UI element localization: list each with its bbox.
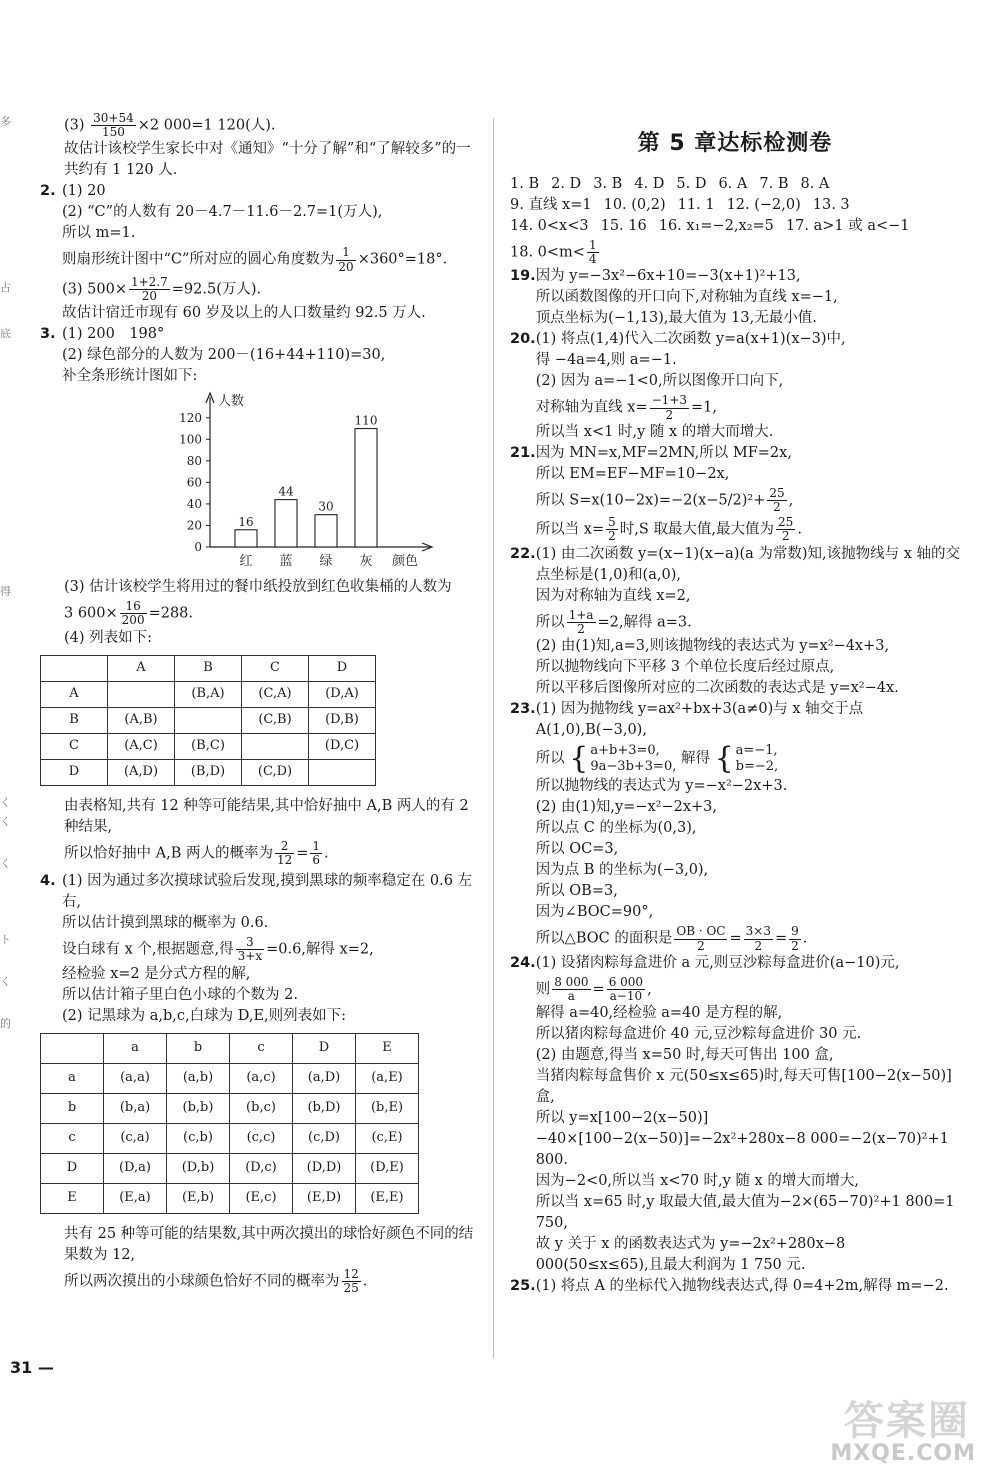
- table-cell: (c,E): [356, 1123, 419, 1153]
- margin-char: 的: [0, 1017, 11, 1030]
- table-cell: (E,b): [167, 1183, 230, 1213]
- text-line: (3) 估计该校学生将用过的餐巾纸投放到红色收集桶的人数为: [64, 579, 452, 596]
- mc-answers: 1. B 2. D 3. B 4. D 5. D 6. A 7. B 8. A: [510, 175, 830, 192]
- text-line: 顶点坐标为(−1,13),最大值为 13,无最小值.: [535, 310, 817, 327]
- question-number: 2.: [40, 183, 56, 200]
- table-row: [41, 1153, 419, 1183]
- y-axis-label: 人数: [218, 394, 245, 410]
- text-line: 因为对称轴为直线 x=2,: [535, 587, 691, 604]
- text-line: 经检验 x=2 是分式方程的解,: [62, 965, 251, 982]
- text-line: 因为−2<0,所以当 x<70 时,y 随 x 的增大而增大,: [535, 1173, 859, 1190]
- text-line: 所以 m=1.: [62, 225, 136, 242]
- table-cell: (a,a): [104, 1063, 167, 1093]
- answer-18: 18. 0<m< $\frac{1}{4}$: [510, 237, 597, 267]
- text-line: 所以抛物线向下平移 3 个单位长度后经过原点,: [535, 659, 835, 676]
- question-22: [510, 544, 960, 699]
- table-cell: (C,B): [242, 707, 309, 733]
- question-19: [510, 266, 960, 329]
- table-row: [41, 681, 376, 707]
- bar-绿: [315, 515, 337, 547]
- text-line: 所以抛物线的表达式为 y=−x²−2x+3.: [535, 778, 788, 795]
- fraction: $\frac{30+54}{150}$: [93, 111, 134, 140]
- text-line: 所以估计箱子里白色小球的个数为 2.: [62, 986, 298, 1003]
- table-cell: [242, 733, 309, 759]
- question-25: [510, 1276, 960, 1297]
- table-cell: (b,D): [293, 1093, 356, 1123]
- table-cell: (c,c): [230, 1123, 293, 1153]
- table-cell: (D,b): [167, 1153, 230, 1183]
- margin-char: く: [0, 975, 11, 988]
- text-line: (3) 500× $\frac{1+2.7}{20}$ =92.5(万人).: [62, 274, 262, 304]
- table-cell: (B,D): [175, 759, 242, 785]
- table-row: [41, 1063, 419, 1093]
- table-cell: (a,E): [356, 1063, 419, 1093]
- fill-answers-9-13: 9. 直线 x=1 10. (0,2) 11. 1 12. (−2,0) 13. 3: [510, 196, 850, 213]
- text-line: 所以 y=x[100−2(x−50)]−40×[100−2(x−50)]=−2x²+280x−8 000=−2(x−70)²+1 800.: [535, 1110, 949, 1169]
- text-line: (1) 将点(1,4)代入二次函数 y=a(x+1)(x−3)中,: [535, 331, 846, 348]
- table-cell: (E,E): [356, 1183, 419, 1213]
- table-cell: A: [108, 655, 175, 681]
- y-tick-label: 100: [179, 432, 202, 447]
- table-cell: c: [230, 1033, 293, 1063]
- probability-table-abcd: [40, 655, 376, 786]
- text-line: 所以当 x= $\frac{5}{2}$ 时,S 取最大值,最大值为 $\frac{25}{2}$ .: [535, 515, 802, 544]
- table-cell: D: [41, 1153, 104, 1183]
- text-line: (1) 将点 A 的坐标代入抛物线表达式,得 0=4+2m,解得 m=−2.: [535, 1278, 949, 1295]
- question-number: 3.: [40, 326, 56, 343]
- table-cell: (D,c): [230, 1153, 293, 1183]
- text-line: (1) 20: [62, 183, 106, 200]
- text-line: 所以函数图像的开口向下,对称轴为直线 x=−1,: [535, 289, 838, 306]
- watermark-url: MXQE.COM: [830, 1441, 976, 1466]
- table-cell: C: [242, 655, 309, 681]
- text-line: (2) 绿色部分的人数为 200－(16+44+110)=30,: [62, 347, 386, 364]
- table-row: [41, 733, 376, 759]
- fraction: $\frac{1}{4}$: [588, 237, 597, 267]
- text-line: 所以平移后图像所对应的二次函数的表达式是 y=x²−4x.: [535, 680, 899, 697]
- fraction: $\frac{1+2.7}{20}$: [130, 274, 168, 304]
- table-cell: (E,D): [293, 1183, 356, 1213]
- fraction: $\frac{8 000}{a}$: [554, 974, 589, 1003]
- question-number: 22.: [510, 545, 536, 562]
- text-line: 补全条形统计图如下:: [62, 368, 198, 385]
- table-cell: D: [41, 759, 108, 785]
- table-cell: (b,b): [167, 1093, 230, 1123]
- text-line: (1) 因为抛物线 y=ax²+bx+3(a≠0)与 x 轴交于点 A(1,0),B(−3,0),: [535, 701, 864, 739]
- text-line: 故估计该校学生家长中对《通知》“十分了解”和“了解较多”的一: [64, 141, 471, 158]
- bar-灰: [355, 429, 377, 547]
- table-cell: [41, 1033, 104, 1063]
- text-line: 对称轴为直线 x= $\frac{-1+3}{2}$ =1,: [535, 393, 717, 422]
- bar-value-label: 16: [238, 515, 254, 530]
- fraction: $\frac{-1+3}{2}$: [651, 393, 688, 422]
- fraction: $\frac{1}{6}$: [312, 838, 321, 867]
- bar-chart: [150, 387, 450, 577]
- bar-value-label: 44: [278, 484, 294, 499]
- y-tick-label: 40: [186, 497, 202, 512]
- table-cell: (C,D): [242, 759, 309, 785]
- question-20: [510, 329, 960, 442]
- margin-char: 多: [0, 115, 11, 128]
- text-line: (2) 由题意,得当 x=50 时,每天可售出 100 盒,: [535, 1047, 834, 1064]
- table-cell: (D,A): [309, 681, 376, 707]
- text-line: (4) 列表如下:: [64, 629, 153, 646]
- fraction: $\frac{2}{12}$: [276, 838, 293, 867]
- table-cell: (A,C): [108, 733, 175, 759]
- fraction: $\frac{16}{200}$: [121, 599, 145, 628]
- y-tick-label: 80: [186, 454, 202, 469]
- left-column: [40, 112, 480, 1295]
- text-line: 当猪肉粽每盒售价 x 元(50≤x≤65)时,每天可售[100−2(x−50)]盒,: [535, 1068, 952, 1106]
- table-cell: (b,c): [230, 1093, 293, 1123]
- table-cell: (c,a): [104, 1123, 167, 1153]
- probability-table-abcde: [40, 1033, 419, 1214]
- question-24: [510, 953, 960, 1277]
- margin-char: く: [0, 857, 11, 870]
- question-21: [510, 443, 960, 544]
- text-line: 故估计宿迁市现有 60 岁及以上的人口数量约 92.5 万人.: [62, 305, 426, 322]
- table-row: [41, 1183, 419, 1213]
- table-cell: c: [41, 1123, 104, 1153]
- table-cell: (C,A): [242, 681, 309, 707]
- margin-char: 得: [0, 585, 11, 598]
- text-line: (1) 设猪肉粽每盒进价 a 元,则豆沙粽每盒进价(a−10)元,: [535, 954, 900, 971]
- table-cell: (A,D): [108, 759, 175, 785]
- text-line: 所以恰好抽中 A,B 两人的概率为 $\frac{2}{12}$ = $\frac{1}{6}$ .: [64, 838, 329, 867]
- text-line: 解得 a=40,经检验 a=40 是方程的解,: [535, 1005, 783, 1022]
- margin-char: 占: [0, 281, 11, 294]
- y-tick-label: 0: [194, 540, 202, 555]
- text-line: (2) 由(1)知,a=3,则该抛物线的表达式为 y=x²−4x+3,: [535, 638, 890, 654]
- text-line: 所以 S=x(10−2x)=−2(x−5/2)²+ $\frac{25}{2}$ ,: [535, 485, 794, 515]
- text-line: (1) 由二次函数 y=(x−1)(x−a)(a 为常数)知,该抛物线与 x 轴的交点坐标是(1,0)和(a,0),: [535, 545, 961, 583]
- left-margin-bleed: [0, 110, 14, 1110]
- table-cell: [41, 655, 108, 681]
- text-line: 设白球有 x 个,根据题意,得 $\frac{3}{3+x}$ =0.6,解得 x=2,: [62, 935, 374, 964]
- x-tick-label: 红: [239, 554, 253, 570]
- table-cell: [108, 681, 175, 707]
- table-cell: (b,E): [356, 1093, 419, 1123]
- table-cell: (D,D): [293, 1153, 356, 1183]
- table-cell: (D,a): [104, 1153, 167, 1183]
- text-line: 所以当 x=65 时,y 取最大值,最大值为−2×(65−70)²+1 800=1 750,: [535, 1194, 955, 1232]
- table-cell: E: [41, 1183, 104, 1213]
- margin-char: 底: [0, 327, 11, 340]
- question-3: [40, 324, 480, 387]
- table-cell: [175, 707, 242, 733]
- table-cell: (B,A): [175, 681, 242, 707]
- x-tick-label: 灰: [359, 554, 373, 570]
- table-cell: (c,D): [293, 1123, 356, 1153]
- text-line: 所以△BOC 的面积是 $\frac{OB \cdot OC}{2}$ = $\frac{3\times 3}{2}$ = $\frac{9}{2}$ .: [535, 924, 808, 953]
- y-tick-label: 20: [186, 518, 202, 533]
- table-cell: A: [41, 681, 108, 707]
- table-cell: B: [41, 707, 108, 733]
- bar-chart-svg: [150, 387, 450, 577]
- text-line: (2) 由(1)知,y=−x²−2x+3,: [535, 799, 718, 816]
- question-number: 25.: [510, 1278, 536, 1295]
- question-number: 23.: [510, 701, 536, 718]
- table-cell: (B,C): [175, 733, 242, 759]
- table-cell: (E,c): [230, 1183, 293, 1213]
- text-line: 所以 $\frac{1+a}{2}$ =2,解得 a=3.: [535, 607, 692, 636]
- text-line: 因为 y=−3x²−6x+10=−3(x+1)²+13,: [535, 268, 801, 285]
- x-axis-label: 颜色: [392, 554, 419, 570]
- text-line: 所以两次摸出的小球颜色恰好不同的概率为 $\frac{12}{25}$ .: [64, 1266, 368, 1295]
- table-cell: (a,c): [230, 1063, 293, 1093]
- table-row: [41, 759, 376, 785]
- table-cell: b: [41, 1093, 104, 1123]
- watermark-logo: 答案圈: [844, 1398, 970, 1444]
- table-row: [41, 707, 376, 733]
- right-column: [510, 112, 960, 1297]
- fraction: $\frac{25}{2}$: [778, 515, 794, 544]
- text-line: 故 y 关于 x 的函数表达式为 y=−2x²+280x−8 000(50≤x≤65),且最大利润为 1 750 元.: [535, 1236, 846, 1274]
- text-line: 所以 OC=3,: [535, 841, 619, 858]
- fill-answers-14-17: 14. 0<x<3 15. 16 16. x₁=−2,x₂=5 17. a>1 或 a<−1: [510, 217, 910, 234]
- text-line: 3 600× $\frac{16}{200}$ =288.: [64, 599, 194, 628]
- text-line: 则扇形统计图中“C”所对应的圆心角度数为 $\frac{1}{20}$ ×360°=18°.: [62, 245, 448, 274]
- chapter-title: 第 5 章达标检测卷: [637, 131, 833, 156]
- text-line: (2) 记黑球为 a,b,c,白球为 D,E,则列表如下:: [62, 1007, 347, 1024]
- table-cell: E: [356, 1033, 419, 1063]
- table-cell: D: [293, 1033, 356, 1063]
- table-row: [41, 1093, 419, 1123]
- question-number: 20.: [510, 331, 536, 348]
- text-line: 因为 MN=x,MF=2MN,所以 MF=2x,: [535, 444, 792, 461]
- question-number: 4.: [40, 873, 56, 890]
- table-cell: (b,a): [104, 1093, 167, 1123]
- fraction: $\frac{6 000}{a-10}$: [608, 974, 644, 1003]
- margin-char: く: [0, 815, 11, 828]
- fraction: $\frac{12}{25}$: [343, 1266, 359, 1295]
- x-tick-label: 蓝: [279, 554, 293, 570]
- fraction: $\frac{3}{3+x}$: [237, 935, 263, 964]
- table-cell: (D,B): [309, 707, 376, 733]
- margin-char: く: [0, 796, 11, 809]
- fraction: $\frac{9}{2}$: [791, 924, 799, 953]
- fraction: $\frac{OB \cdot OC}{2}$: [676, 924, 726, 953]
- bar-value-label: 110: [354, 413, 378, 428]
- text-line: (1) 200 198°: [62, 326, 165, 343]
- text-line: 所以当 x<1 时,y 随 x 的增大而增大.: [535, 423, 774, 440]
- fraction: $\frac{5}{2}$: [608, 515, 616, 544]
- question-number: 19.: [510, 268, 536, 285]
- column-divider: [493, 118, 494, 1358]
- table-cell: B: [175, 655, 242, 681]
- table-cell: (A,B): [108, 707, 175, 733]
- text-line: 所以 OB=3,: [535, 883, 618, 900]
- text-line: 所以 EM=EF−MF=10−2x,: [535, 465, 730, 482]
- text-line: 共有 25 种等可能的结果数,其中两次摸出的球恰好颜色不同的结果数为 12,: [64, 1225, 474, 1263]
- page-number: 31 —: [10, 1358, 54, 1377]
- text-line: (1) 因为通过多次摸球试验后发现,摸到黑球的频率稳定在 0.6 左右,: [62, 873, 473, 911]
- fraction: $\frac{1}{20}$: [338, 245, 354, 274]
- y-tick-label: 60: [186, 475, 202, 490]
- text-line: 所以猪肉粽每盒进价 40 元,豆沙粽每盒进价 30 元.: [535, 1026, 862, 1043]
- x-tick-label: 绿: [319, 554, 333, 570]
- table-cell: a: [104, 1033, 167, 1063]
- table-cell: a: [41, 1063, 104, 1093]
- bar-红: [235, 530, 257, 547]
- text-line: (2) 因为 a=−1<0,所以图像开口向下,: [535, 373, 784, 390]
- table-row: [41, 1123, 419, 1153]
- question-23: [510, 699, 960, 953]
- table-cell: [309, 759, 376, 785]
- y-tick-label: 120: [179, 411, 202, 426]
- text-line: (2) “C”的人数有 20－4.7－11.6－2.7=1(万人),: [62, 204, 383, 221]
- margin-char: ト: [0, 933, 11, 946]
- table-cell: (a,b): [167, 1063, 230, 1093]
- fraction: $\frac{1+a}{2}$: [568, 607, 594, 636]
- fraction: $\frac{3\times 3}{2}$: [745, 924, 771, 953]
- table-cell: (a,D): [293, 1063, 356, 1093]
- fraction: $\frac{25}{2}$: [769, 485, 785, 515]
- table-cell: C: [41, 733, 108, 759]
- table-header-row: [41, 655, 376, 681]
- table-cell: (c,b): [167, 1123, 230, 1153]
- equation-system: 所以 { a+b+3=0, 9a−3b+3=0, 解得 { a=−1, b=−2,: [535, 740, 779, 776]
- table-cell: (D,E): [356, 1153, 419, 1183]
- bar-蓝: [275, 500, 297, 547]
- question-4: [40, 871, 480, 1026]
- table-cell: (D,C): [309, 733, 376, 759]
- text-line: 共约有 1 120 人.: [64, 162, 178, 179]
- question-number: 21.: [510, 444, 536, 461]
- question-2: [40, 181, 480, 324]
- text-line: 由表格知,共有 12 种等可能结果,其中恰好抽中 A,B 两人的有 2 种结果,: [64, 797, 469, 835]
- table-header-row: [41, 1033, 419, 1063]
- text-line: 所以点 C 的坐标为(0,3),: [535, 820, 697, 837]
- table-cell: b: [167, 1033, 230, 1063]
- bar-value-label: 30: [318, 499, 334, 514]
- text-line: 则 $\frac{8 000}{a}$ = $\frac{6 000}{a-10}$ ,: [535, 974, 652, 1003]
- q1-part3: (3) $\frac{30+54}{150}$ ×2 000=1 120(人).: [64, 111, 276, 140]
- text-line: 因为∠BOC=90°,: [535, 904, 654, 921]
- table-cell: (E,a): [104, 1183, 167, 1213]
- text-line: 所以估计摸到黑球的概率为 0.6.: [62, 915, 269, 932]
- text-line: 因为点 B 的坐标为(−3,0),: [535, 862, 709, 879]
- table-cell: D: [309, 655, 376, 681]
- text-line: 得 −4a=4,则 a=−1.: [535, 352, 677, 369]
- question-number: 24.: [510, 954, 536, 971]
